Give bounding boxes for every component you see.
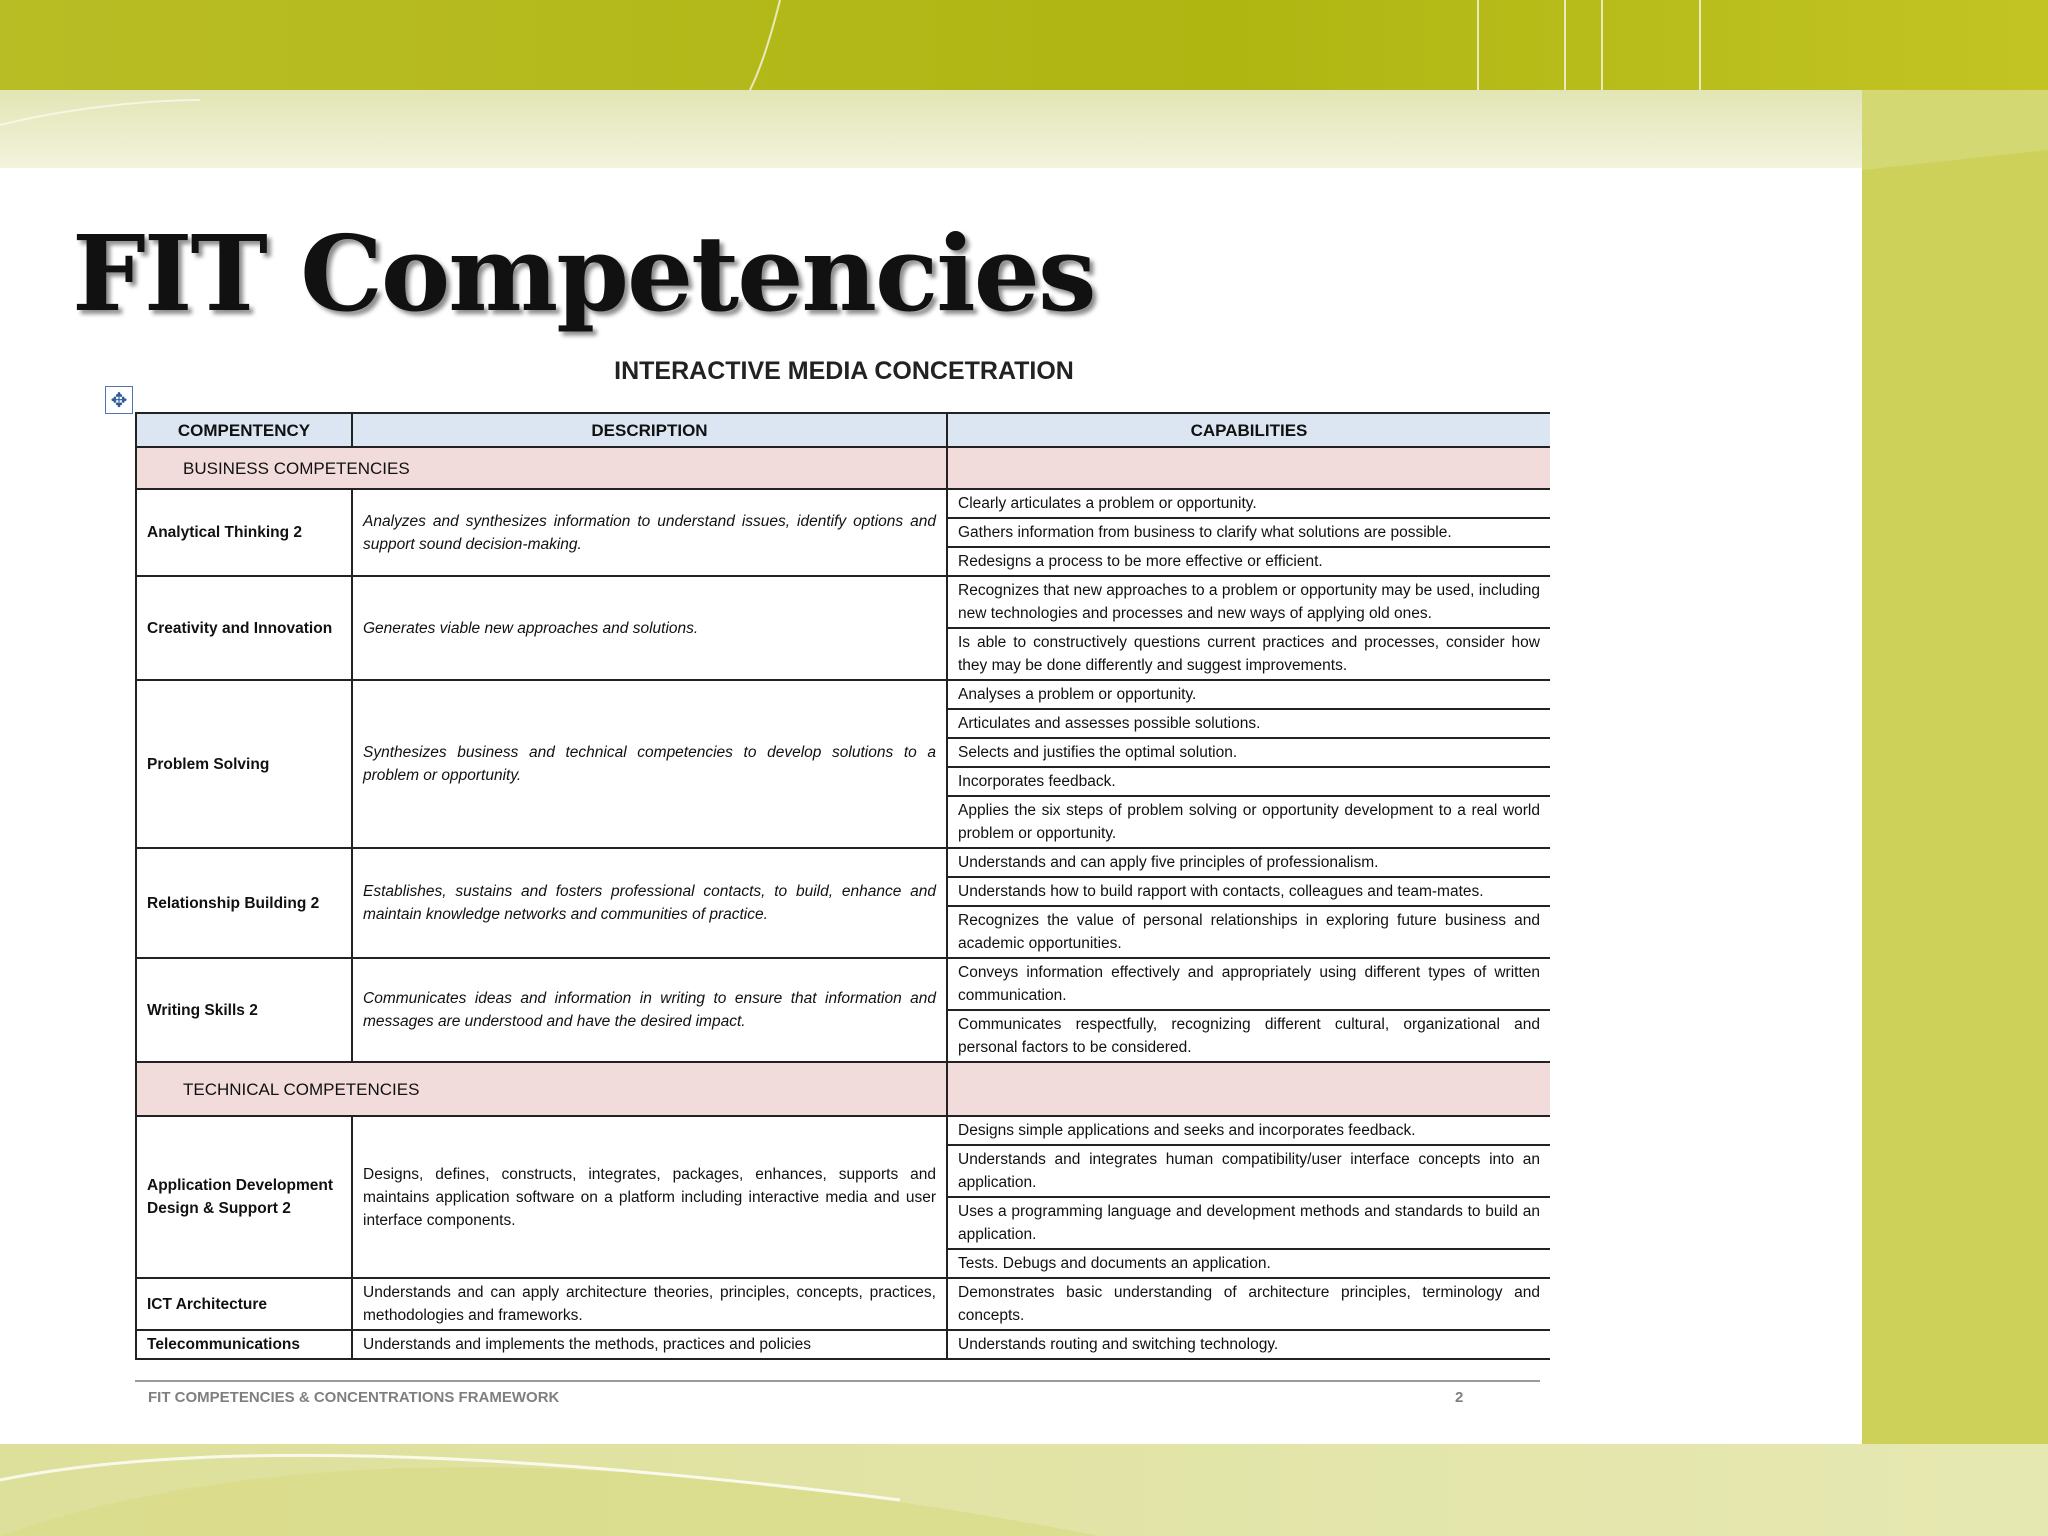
competency-description: Understands and can apply architecture theories, principles, concepts, practices, methodologies and frameworks. <box>352 1278 947 1330</box>
competency-name: Relationship Building 2 <box>136 848 352 958</box>
table-row <box>136 1116 1550 1145</box>
document-footer-text: FIT COMPETENCIES & CONCENTRATIONS FRAMEWORK <box>148 1389 560 1406</box>
section-empty-cell <box>947 1062 1550 1116</box>
capability-item: Applies the six steps of problem solving or opportunity development to a real world problem or opportunity. <box>947 796 1550 848</box>
header-competency: COMPENTENCY <box>136 413 352 447</box>
competency-description: Analyzes and synthesizes information to understand issues, identify options and support sound decision-making. <box>352 489 947 576</box>
table-move-handle-icon[interactable]: ✥ <box>105 386 133 414</box>
table-row <box>136 958 1550 1010</box>
competency-name: Writing Skills 2 <box>136 958 352 1062</box>
capability-item: Uses a programming language and development methods and standards to build an application. <box>947 1197 1550 1249</box>
section-empty-cell <box>947 447 1550 489</box>
competency-description: Synthesizes business and technical competencies to develop solutions to a problem or opportunity. <box>352 680 947 848</box>
competency-description: Generates viable new approaches and solutions. <box>352 576 947 680</box>
capability-item: Designs simple applications and seeks and incorporates feedback. <box>947 1116 1550 1145</box>
capability-item: Articulates and assesses possible solutions. <box>947 709 1550 738</box>
competency-name: Analytical Thinking 2 <box>136 489 352 576</box>
header-capabilities: CAPABILITIES <box>947 413 1550 447</box>
competency-name: Application Development Design & Support 2 <box>136 1116 352 1278</box>
competency-description: Designs, defines, constructs, integrates, packages, enhances, supports and maintains application software on a platform including interactive media and user interface components. <box>352 1116 947 1278</box>
table-row <box>136 680 1550 709</box>
capability-item: Clearly articulates a problem or opportunity. <box>947 489 1550 518</box>
capability-item: Recognizes that new approaches to a problem or opportunity may be used, including new technologies and processes and new ways of applying old ones. <box>947 576 1550 628</box>
section-label: TECHNICAL COMPETENCIES <box>136 1062 947 1116</box>
table-row <box>136 848 1550 877</box>
table-row <box>136 489 1550 518</box>
capability-item: Redesigns a process to be more effective or efficient. <box>947 547 1550 576</box>
section-label: BUSINESS COMPETENCIES <box>136 447 947 489</box>
capability-item: Is able to constructively questions current practices and processes, consider how they may be done differently and suggest improvements. <box>947 628 1550 680</box>
table-row <box>136 576 1550 628</box>
capability-item: Understands and integrates human compatibility/user interface concepts into an application. <box>947 1145 1550 1197</box>
capability-item: Understands and can apply five principles of professionalism. <box>947 848 1550 877</box>
capability-item: Recognizes the value of personal relationships in exploring future business and academic opportunities. <box>947 906 1550 958</box>
competency-name: ICT Architecture <box>136 1278 352 1330</box>
table-header-row <box>136 413 1550 447</box>
capability-item: Conveys information effectively and appropriately using different types of written communication. <box>947 958 1550 1010</box>
document-heading: INTERACTIVE MEDIA CONCETRATION <box>614 357 1074 385</box>
capability-item: Communicates respectfully, recognizing different cultural, organizational and personal factors to be considered. <box>947 1010 1550 1062</box>
table-row <box>136 1330 1550 1359</box>
capability-item: Selects and justifies the optimal solution. <box>947 738 1550 767</box>
capability-item: Tests. Debugs and documents an application. <box>947 1249 1550 1278</box>
header-description: DESCRIPTION <box>352 413 947 447</box>
section-row-business <box>136 447 1550 489</box>
capability-item: Incorporates feedback. <box>947 767 1550 796</box>
capability-item: Understands how to build rapport with contacts, colleagues and team-mates. <box>947 877 1550 906</box>
capability-item: Gathers information from business to clarify what solutions are possible. <box>947 518 1550 547</box>
competency-name: Telecommunications <box>136 1330 352 1359</box>
competency-table <box>135 412 1550 1360</box>
capability-item: Analyses a problem or opportunity. <box>947 680 1550 709</box>
section-row-technical <box>136 1062 1550 1116</box>
capability-item: Understands routing and switching technology. <box>947 1330 1550 1359</box>
table-row <box>136 1278 1550 1330</box>
competency-name: Problem Solving <box>136 680 352 848</box>
slide-title: FIT Competencies <box>72 212 1095 335</box>
footer-divider <box>135 1380 1540 1382</box>
document-table-frame <box>135 412 1550 1372</box>
page-number: 2 <box>1455 1389 1464 1406</box>
competency-description: Communicates ideas and information in writing to ensure that information and messages are understood and have the desired impact. <box>352 958 947 1062</box>
capability-item: Demonstrates basic understanding of architecture principles, terminology and concepts. <box>947 1278 1550 1330</box>
competency-description: Establishes, sustains and fosters professional contacts, to build, enhance and maintain knowledge networks and communities of practice. <box>352 848 947 958</box>
competency-name: Creativity and Innovation <box>136 576 352 680</box>
competency-description: Understands and implements the methods, practices and policies <box>352 1330 947 1359</box>
